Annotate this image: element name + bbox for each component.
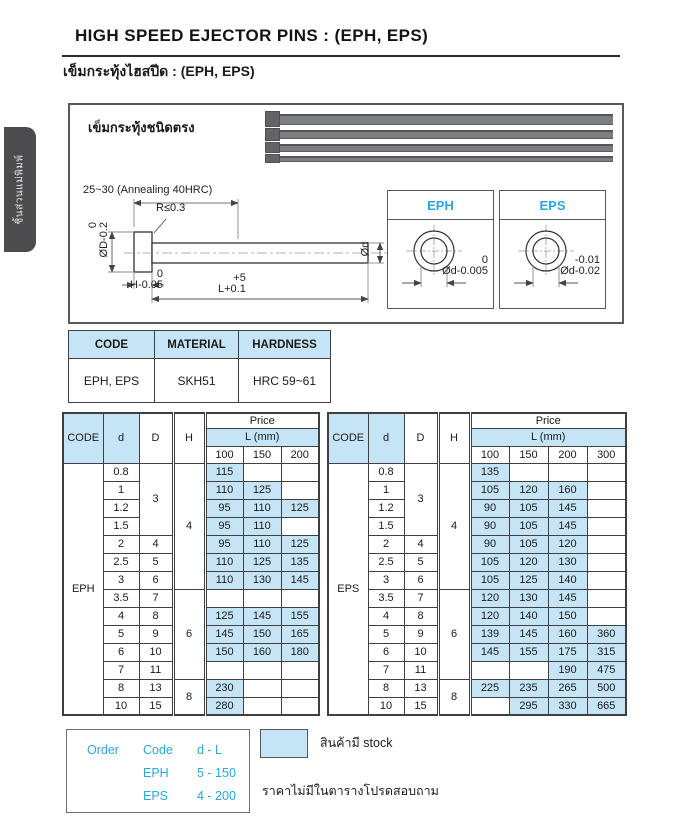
pin-head-icon — [265, 111, 280, 127]
d-cell: 1.5 — [103, 517, 139, 535]
pin-rod-icon — [280, 156, 613, 162]
price-cell: 475 — [587, 661, 626, 679]
dim-radius-label: R≤0.3 — [156, 202, 186, 214]
H-cell: 4 — [438, 463, 470, 589]
price-cell — [243, 697, 281, 715]
price-cell: 140 — [548, 571, 587, 589]
col-header-length: 150 — [243, 446, 281, 463]
pin-rod-icon — [280, 130, 613, 139]
D-cell: 5 — [139, 553, 173, 571]
detail-box-title: EPH — [388, 191, 493, 220]
price-cell: 155 — [281, 607, 319, 625]
price-cell — [509, 463, 548, 481]
price-cell — [243, 589, 281, 607]
spec-value-hardness: HRC 59~61 — [239, 359, 331, 403]
col-header-length: 150 — [509, 446, 548, 463]
price-cell — [509, 661, 548, 679]
price-table-eph-host — [62, 412, 320, 716]
price-cell: 95 — [205, 535, 243, 553]
price-cell: 120 — [509, 553, 548, 571]
price-table-eps-host — [327, 412, 627, 716]
price-cell: 145 — [509, 625, 548, 643]
price-cell: 115 — [205, 463, 243, 481]
pin-image — [265, 143, 613, 152]
price-cell — [587, 607, 626, 625]
price-cell: 90 — [470, 499, 509, 517]
price-table-body — [63, 463, 319, 715]
table-row — [328, 517, 626, 535]
D-cell: 13 — [404, 679, 438, 697]
title-divider — [62, 55, 620, 57]
price-cell: 125 — [243, 553, 281, 571]
d-cell: 10 — [103, 697, 139, 715]
pin-head-icon — [265, 154, 280, 163]
d-cell: 2 — [103, 535, 139, 553]
pin-drawing — [78, 197, 414, 319]
price-cell: 665 — [587, 697, 626, 715]
d-cell: 1.5 — [368, 517, 404, 535]
price-table-eph — [62, 412, 320, 716]
D-cell: 11 — [139, 661, 173, 679]
price-cell: 125 — [205, 607, 243, 625]
price-cell: 110 — [205, 553, 243, 571]
D-cell: 8 — [139, 607, 173, 625]
diagram-panel — [68, 103, 624, 324]
col-header-price: Price — [205, 413, 319, 428]
price-cell: 135 — [281, 553, 319, 571]
order-dl-eph: 5 - 150 — [197, 766, 236, 780]
code-cell: EPH — [63, 463, 103, 715]
price-cell: 150 — [548, 607, 587, 625]
price-cell: 330 — [548, 697, 587, 715]
d-cell: 1.2 — [368, 499, 404, 517]
d-cell: 10 — [368, 697, 404, 715]
col-header-length: 300 — [587, 446, 626, 463]
price-cell — [243, 463, 281, 481]
D-cell: 8 — [404, 607, 438, 625]
col-header-d: d — [368, 413, 404, 463]
price-cell: 315 — [587, 643, 626, 661]
price-cell: 110 — [205, 571, 243, 589]
stock-legend-swatch — [260, 729, 308, 758]
side-tab-label: ชิ้นส่วนแม่พิมพ์ — [14, 154, 26, 225]
table-row — [328, 589, 626, 607]
order-dl-header: d - L — [197, 743, 223, 757]
col-header-length: 200 — [548, 446, 587, 463]
detail-tolerance-eph: 0 Ød-0.005 — [442, 254, 488, 277]
d-cell: 5 — [368, 625, 404, 643]
price-cell: 160 — [243, 643, 281, 661]
D-cell: 3 — [139, 463, 173, 535]
D-cell: 11 — [404, 661, 438, 679]
d-cell: 2.5 — [368, 553, 404, 571]
price-cell: 110 — [243, 535, 281, 553]
D-cell: 7 — [404, 589, 438, 607]
D-cell: 9 — [404, 625, 438, 643]
d-cell: 8 — [368, 679, 404, 697]
price-cell: 165 — [281, 625, 319, 643]
price-cell — [281, 589, 319, 607]
spec-table — [68, 330, 331, 403]
price-cell: 150 — [205, 643, 243, 661]
price-cell — [243, 661, 281, 679]
col-header-d: d — [103, 413, 139, 463]
table-row — [328, 553, 626, 571]
price-cell: 265 — [548, 679, 587, 697]
price-cell — [243, 679, 281, 697]
price-cell: 145 — [470, 643, 509, 661]
price-cell: 130 — [243, 571, 281, 589]
d-cell: 2.5 — [103, 553, 139, 571]
price-cell: 360 — [587, 625, 626, 643]
D-cell: 6 — [404, 571, 438, 589]
D-cell: 10 — [404, 643, 438, 661]
d-cell: 1 — [103, 481, 139, 499]
price-cell: 110 — [243, 517, 281, 535]
col-header-length: 100 — [470, 446, 509, 463]
side-tab — [4, 127, 36, 252]
col-header-D: D — [404, 413, 438, 463]
price-cell: 105 — [509, 499, 548, 517]
col-header-price: Price — [470, 413, 626, 428]
price-cell — [587, 499, 626, 517]
spec-header-material: MATERIAL — [155, 331, 239, 359]
table-row — [328, 481, 626, 499]
detail-box-title: EPS — [500, 191, 605, 220]
H-cell: 8 — [173, 679, 205, 715]
price-cell: 145 — [548, 589, 587, 607]
table-row — [328, 697, 626, 715]
pin-image — [265, 112, 613, 126]
col-header-length: 100 — [205, 446, 243, 463]
price-cell — [281, 697, 319, 715]
price-cell: 145 — [281, 571, 319, 589]
pin-head-icon — [265, 128, 280, 141]
table-row — [328, 679, 626, 697]
price-cell: 105 — [470, 481, 509, 499]
order-code-header: Code — [143, 743, 173, 757]
price-cell: 500 — [587, 679, 626, 697]
price-cell — [281, 517, 319, 535]
table-row — [328, 499, 626, 517]
col-header-H: H — [438, 413, 470, 463]
price-table-body — [328, 463, 626, 715]
table-row — [63, 463, 319, 481]
dim-head-height-label: 0 H-0.05 — [130, 268, 164, 291]
H-cell: 8 — [438, 679, 470, 715]
price-cell: 130 — [548, 553, 587, 571]
pin-image — [265, 155, 613, 162]
order-example-box — [66, 729, 250, 813]
price-cell: 150 — [243, 625, 281, 643]
price-cell: 155 — [509, 643, 548, 661]
header-row — [328, 413, 626, 428]
price-cell: 125 — [243, 481, 281, 499]
price-cell — [281, 661, 319, 679]
price-cell — [587, 589, 626, 607]
price-cell: 120 — [509, 481, 548, 499]
D-cell: 10 — [139, 643, 173, 661]
price-cell: 105 — [470, 571, 509, 589]
price-table-eps — [327, 412, 627, 716]
price-cell — [587, 481, 626, 499]
table-row — [328, 661, 626, 679]
price-cell: 125 — [281, 499, 319, 517]
price-cell — [205, 589, 243, 607]
spec-header-code: CODE — [69, 331, 155, 359]
D-cell: 4 — [404, 535, 438, 553]
price-cell: 230 — [205, 679, 243, 697]
d-cell: 3 — [368, 571, 404, 589]
d-cell: 6 — [103, 643, 139, 661]
price-cell: 145 — [243, 607, 281, 625]
D-cell: 3 — [404, 463, 438, 535]
H-cell: 6 — [173, 589, 205, 679]
col-header-lmm: L (mm) — [470, 428, 626, 446]
H-cell: 6 — [438, 589, 470, 679]
table-row — [328, 463, 626, 481]
price-cell — [587, 571, 626, 589]
price-cell: 120 — [470, 607, 509, 625]
price-cell: 110 — [205, 481, 243, 499]
D-cell: 13 — [139, 679, 173, 697]
price-cell: 105 — [509, 517, 548, 535]
price-cell: 175 — [548, 643, 587, 661]
d-cell: 3.5 — [103, 589, 139, 607]
price-cell: 120 — [548, 535, 587, 553]
price-cell — [281, 463, 319, 481]
price-cell: 135 — [470, 463, 509, 481]
price-cell — [587, 517, 626, 535]
d-cell: 3.5 — [368, 589, 404, 607]
dim-head-diameter-label: 0 ØD-0.2 — [87, 222, 110, 258]
price-table-header — [328, 413, 626, 463]
spec-value-code: EPH, EPS — [69, 359, 155, 403]
price-cell: 160 — [548, 481, 587, 499]
d-cell: 1.2 — [103, 499, 139, 517]
d-cell: 4 — [103, 607, 139, 625]
d-cell: 8 — [103, 679, 139, 697]
D-cell: 15 — [404, 697, 438, 715]
detail-tolerance-eps: -0.01 Ød-0.02 — [560, 254, 600, 277]
code-cell: EPS — [328, 463, 368, 715]
d-cell: 7 — [103, 661, 139, 679]
col-header-lmm: L (mm) — [205, 428, 319, 446]
price-cell: 125 — [509, 571, 548, 589]
pin-image — [265, 129, 613, 140]
price-cell: 120 — [470, 589, 509, 607]
table-row — [328, 607, 626, 625]
D-cell: 7 — [139, 589, 173, 607]
col-header-code: CODE — [63, 413, 103, 463]
col-header-length: 200 — [281, 446, 319, 463]
price-note: ราคาไม่มีในตารางโปรดสอบถาม — [262, 784, 439, 798]
table-row — [328, 535, 626, 553]
col-header-H: H — [173, 413, 205, 463]
price-cell — [587, 535, 626, 553]
price-cell: 130 — [509, 589, 548, 607]
order-label: Order — [87, 743, 119, 757]
price-cell — [548, 463, 587, 481]
price-cell: 95 — [205, 499, 243, 517]
H-cell: 4 — [173, 463, 205, 589]
pin-rod-icon — [280, 144, 613, 152]
detail-box-eph — [387, 190, 494, 309]
D-cell: 15 — [139, 697, 173, 715]
price-cell: 235 — [509, 679, 548, 697]
price-cell — [205, 661, 243, 679]
d-cell: 4 — [368, 607, 404, 625]
order-dl-eps: 4 - 200 — [197, 789, 236, 803]
price-cell: 105 — [470, 553, 509, 571]
pin-head-icon — [265, 142, 280, 153]
d-cell: 1 — [368, 481, 404, 499]
price-cell: 160 — [548, 625, 587, 643]
price-cell: 90 — [470, 535, 509, 553]
price-cell — [587, 553, 626, 571]
d-cell: 0.8 — [368, 463, 404, 481]
dim-shaft-diameter-label: Ød — [359, 241, 372, 257]
spec-header-hardness: HARDNESS — [239, 331, 331, 359]
D-cell: 6 — [139, 571, 173, 589]
price-cell — [281, 481, 319, 499]
D-cell: 5 — [404, 553, 438, 571]
price-cell: 225 — [470, 679, 509, 697]
price-cell: 90 — [470, 517, 509, 535]
price-table-header — [63, 413, 319, 463]
page-subtitle-th: เข็มกระทุ้งไฮสปีด : (EPH, EPS) — [63, 63, 255, 79]
spec-value-material: SKH51 — [155, 359, 239, 403]
price-cell: 140 — [509, 607, 548, 625]
stock-legend-label: สินค้ามี stock — [320, 736, 393, 750]
pins-photo — [265, 110, 613, 170]
price-cell — [470, 661, 509, 679]
pin-rod-icon — [280, 114, 613, 125]
col-header-code: CODE — [328, 413, 368, 463]
annealing-note: 25~30 (Annealing 40HRC) — [83, 184, 213, 196]
order-code-eph: EPH — [143, 766, 169, 780]
price-cell: 145 — [548, 499, 587, 517]
price-cell: 145 — [548, 517, 587, 535]
detail-box-eps — [499, 190, 606, 309]
page-title: HIGH SPEED EJECTOR PINS : (EPH, EPS) — [75, 26, 429, 45]
price-cell: 110 — [243, 499, 281, 517]
d-cell: 6 — [368, 643, 404, 661]
d-cell: 5 — [103, 625, 139, 643]
d-cell: 0.8 — [103, 463, 139, 481]
d-cell: 3 — [103, 571, 139, 589]
price-cell — [470, 697, 509, 715]
price-cell: 145 — [205, 625, 243, 643]
table-row — [328, 571, 626, 589]
price-cell: 139 — [470, 625, 509, 643]
col-header-D: D — [139, 413, 173, 463]
d-cell: 2 — [368, 535, 404, 553]
price-cell: 105 — [509, 535, 548, 553]
pin-type-label: เข็มกระทุ้งชนิดตรง — [88, 120, 195, 135]
D-cell: 4 — [139, 535, 173, 553]
table-row — [328, 625, 626, 643]
order-code-eps: EPS — [143, 789, 169, 803]
header-row — [63, 413, 319, 428]
price-cell: 125 — [281, 535, 319, 553]
price-cell — [281, 679, 319, 697]
D-cell: 9 — [139, 625, 173, 643]
price-cell: 295 — [509, 697, 548, 715]
price-cell: 95 — [205, 517, 243, 535]
table-row — [328, 643, 626, 661]
price-cell: 190 — [548, 661, 587, 679]
d-cell: 7 — [368, 661, 404, 679]
price-cell — [587, 463, 626, 481]
price-cell: 280 — [205, 697, 243, 715]
dim-length-label: +5 L+0.1 — [218, 272, 246, 295]
price-cell: 180 — [281, 643, 319, 661]
